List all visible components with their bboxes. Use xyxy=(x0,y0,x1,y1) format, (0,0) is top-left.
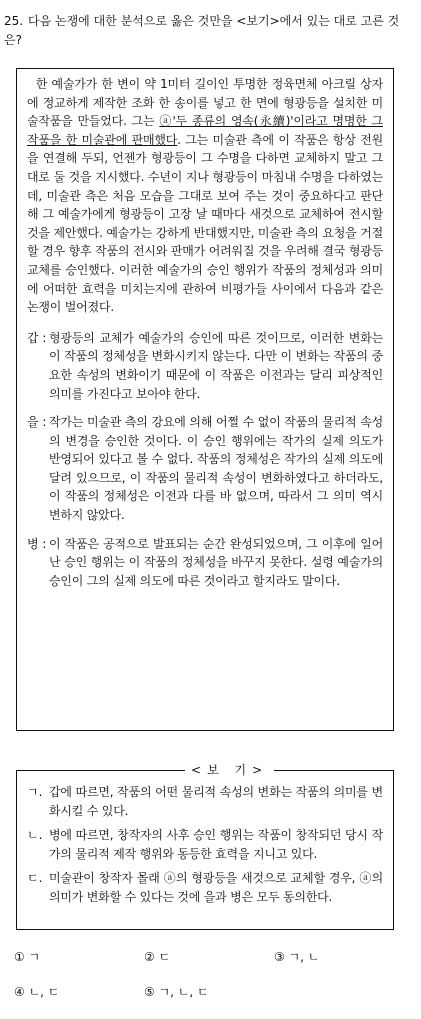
question-header xyxy=(4,12,414,49)
bogi-item-text: 미술관이 창작자 몰래 ⓐ의 형광등을 새것으로 교체할 경우, ⓐ의 의미가 변화할 수 있다는 것에 을과 병은 모두 동의한다. xyxy=(49,871,383,904)
bogi-item-tag: ㄱ. xyxy=(27,785,43,799)
opinion-text: 작가는 미술관 측의 강요에 의해 어쩔 수 없이 작품의 물리적 속성의 변경을 승인한 것이다. 이 승인 행위에는 작가의 실제 의도가 반영되어 있다고 볼 수 없다. 작품의 정체성은 작가의 실제 의도에 달려 있으므로, 이 작품의 물리적 속성이 변화하였다고 하더라도, 이 작품의 정체성은 이전과 다를 바 없으며, 따라서 그 의미 역시 변하지 않았다. xyxy=(49,415,383,523)
opinion-tag: 을 : xyxy=(27,415,47,430)
bogi-item-text: 병에 따르면, 창작자의 사후 승인 행위는 작품이 창작되던 당시 작가의 물리적 제작 행위와 동등한 효력을 지니고 있다. xyxy=(49,828,383,861)
answer-choices xyxy=(14,948,414,1017)
opinion-tag: 갑 : xyxy=(27,330,47,345)
choice-row xyxy=(14,948,414,967)
choice-4[interactable]: ④ ㄴ, ㄷ xyxy=(14,984,60,999)
opinion-byeong xyxy=(27,535,383,591)
question-prompt: 다음 논쟁에 대한 분석으로 옳은 것만을 <보기>에서 있는 대로 고른 것은? xyxy=(4,14,400,47)
opinions-list xyxy=(27,329,383,591)
choice-row xyxy=(14,983,414,1002)
bogi-item-text: 갑에 따르면, 작품의 어떤 물리적 속성의 변화는 작품의 의미를 변화시킬 수 있다. xyxy=(49,785,383,818)
passage-paragraph xyxy=(27,75,383,317)
choice-1[interactable]: ① ㄱ xyxy=(14,950,41,964)
choice-2[interactable]: ② ㄷ xyxy=(144,950,171,964)
passage-underlined-a: ⓐ'두 종류의 영속(永續)'이라고 명명한 그 작품을 한 미술관에 판매했다 xyxy=(27,114,383,147)
bogi-item xyxy=(27,783,383,820)
bogi-item xyxy=(27,869,383,906)
passage-box xyxy=(16,68,394,731)
bogi-label-text: 보 기 xyxy=(207,763,253,777)
question-number: 25. xyxy=(4,14,24,28)
choice-5[interactable]: ⑤ ㄱ, ㄴ, ㄷ xyxy=(144,984,209,999)
choice-3[interactable]: ③ ㄱ, ㄴ xyxy=(274,950,320,964)
opinion-eul xyxy=(27,413,383,525)
opinion-tag: 병 : xyxy=(27,536,47,551)
bogi-label: <보 기> xyxy=(185,761,274,780)
opinion-text: 이 작품은 공적으로 발표되는 순간 완성되었으며, 그 이후에 일어난 승인 행위는 이 작품의 정체성을 바꾸지 못한다. 설령 예술가의 승인이 그의 실제 의도에 따른 것이라고 할지라도 말이다. xyxy=(49,536,383,588)
opinion-text: 형광등의 교체가 예술가의 승인에 따른 것이므로, 이러한 변화는 이 작품의 정체성을 변화시키지 않는다. 다만 이 변화는 작품의 중요한 속성의 변화이기 때문에 이 작품은 이전과는 달리 피상적인 의미를 가진다고 보아야 한다. xyxy=(49,330,383,401)
bogi-box xyxy=(16,763,394,930)
bogi-item xyxy=(27,826,383,863)
bogi-item-tag: ㄷ. xyxy=(27,871,43,886)
opinion-gap xyxy=(27,329,383,403)
passage-text-start: 한 예술가가 한 변이 약 1미터 길이인 투명한 정육면체 아크릴 상자에 정교하게 제작한 조화 한 송이를 넣고 한 면에 형광등을 설치한 미술작품을 만들었다. 그는 xyxy=(27,77,383,129)
bogi-item-tag: ㄴ. xyxy=(27,828,43,843)
passage-text-rest: . 그는 미술관 측에 이 작품은 항상 전원을 연결해 두되, 언젠가 형광등이 그 수명을 다하면 교체하지 말고 그대로 둘 것을 지시했다. 수년이 지나 형광등이 마침내 수명을 다하였는데, 미술관 측은 처음 모습을 그대로 보여 주는 것이 중요하다고 판단해 그 예술가에게 형광등이 고장 날 때마다 새것으로 교체하여 전시할 것을 제안했다. 예술가는 강하게 반대했지만, 미술관 측의 요청을 거절할 경우 향후 작품의 전시와 판매가 어려워질 것을 우려해 결국 형광등 교체를 승인했다. 이러한 예술가의 승인 행위가 작품의 정체성과 의미에 어떠한 효력을 미치는지에 관하여 비평가들 사이에서 다음과 같은 논쟁이 벌어졌다. xyxy=(27,132,383,315)
